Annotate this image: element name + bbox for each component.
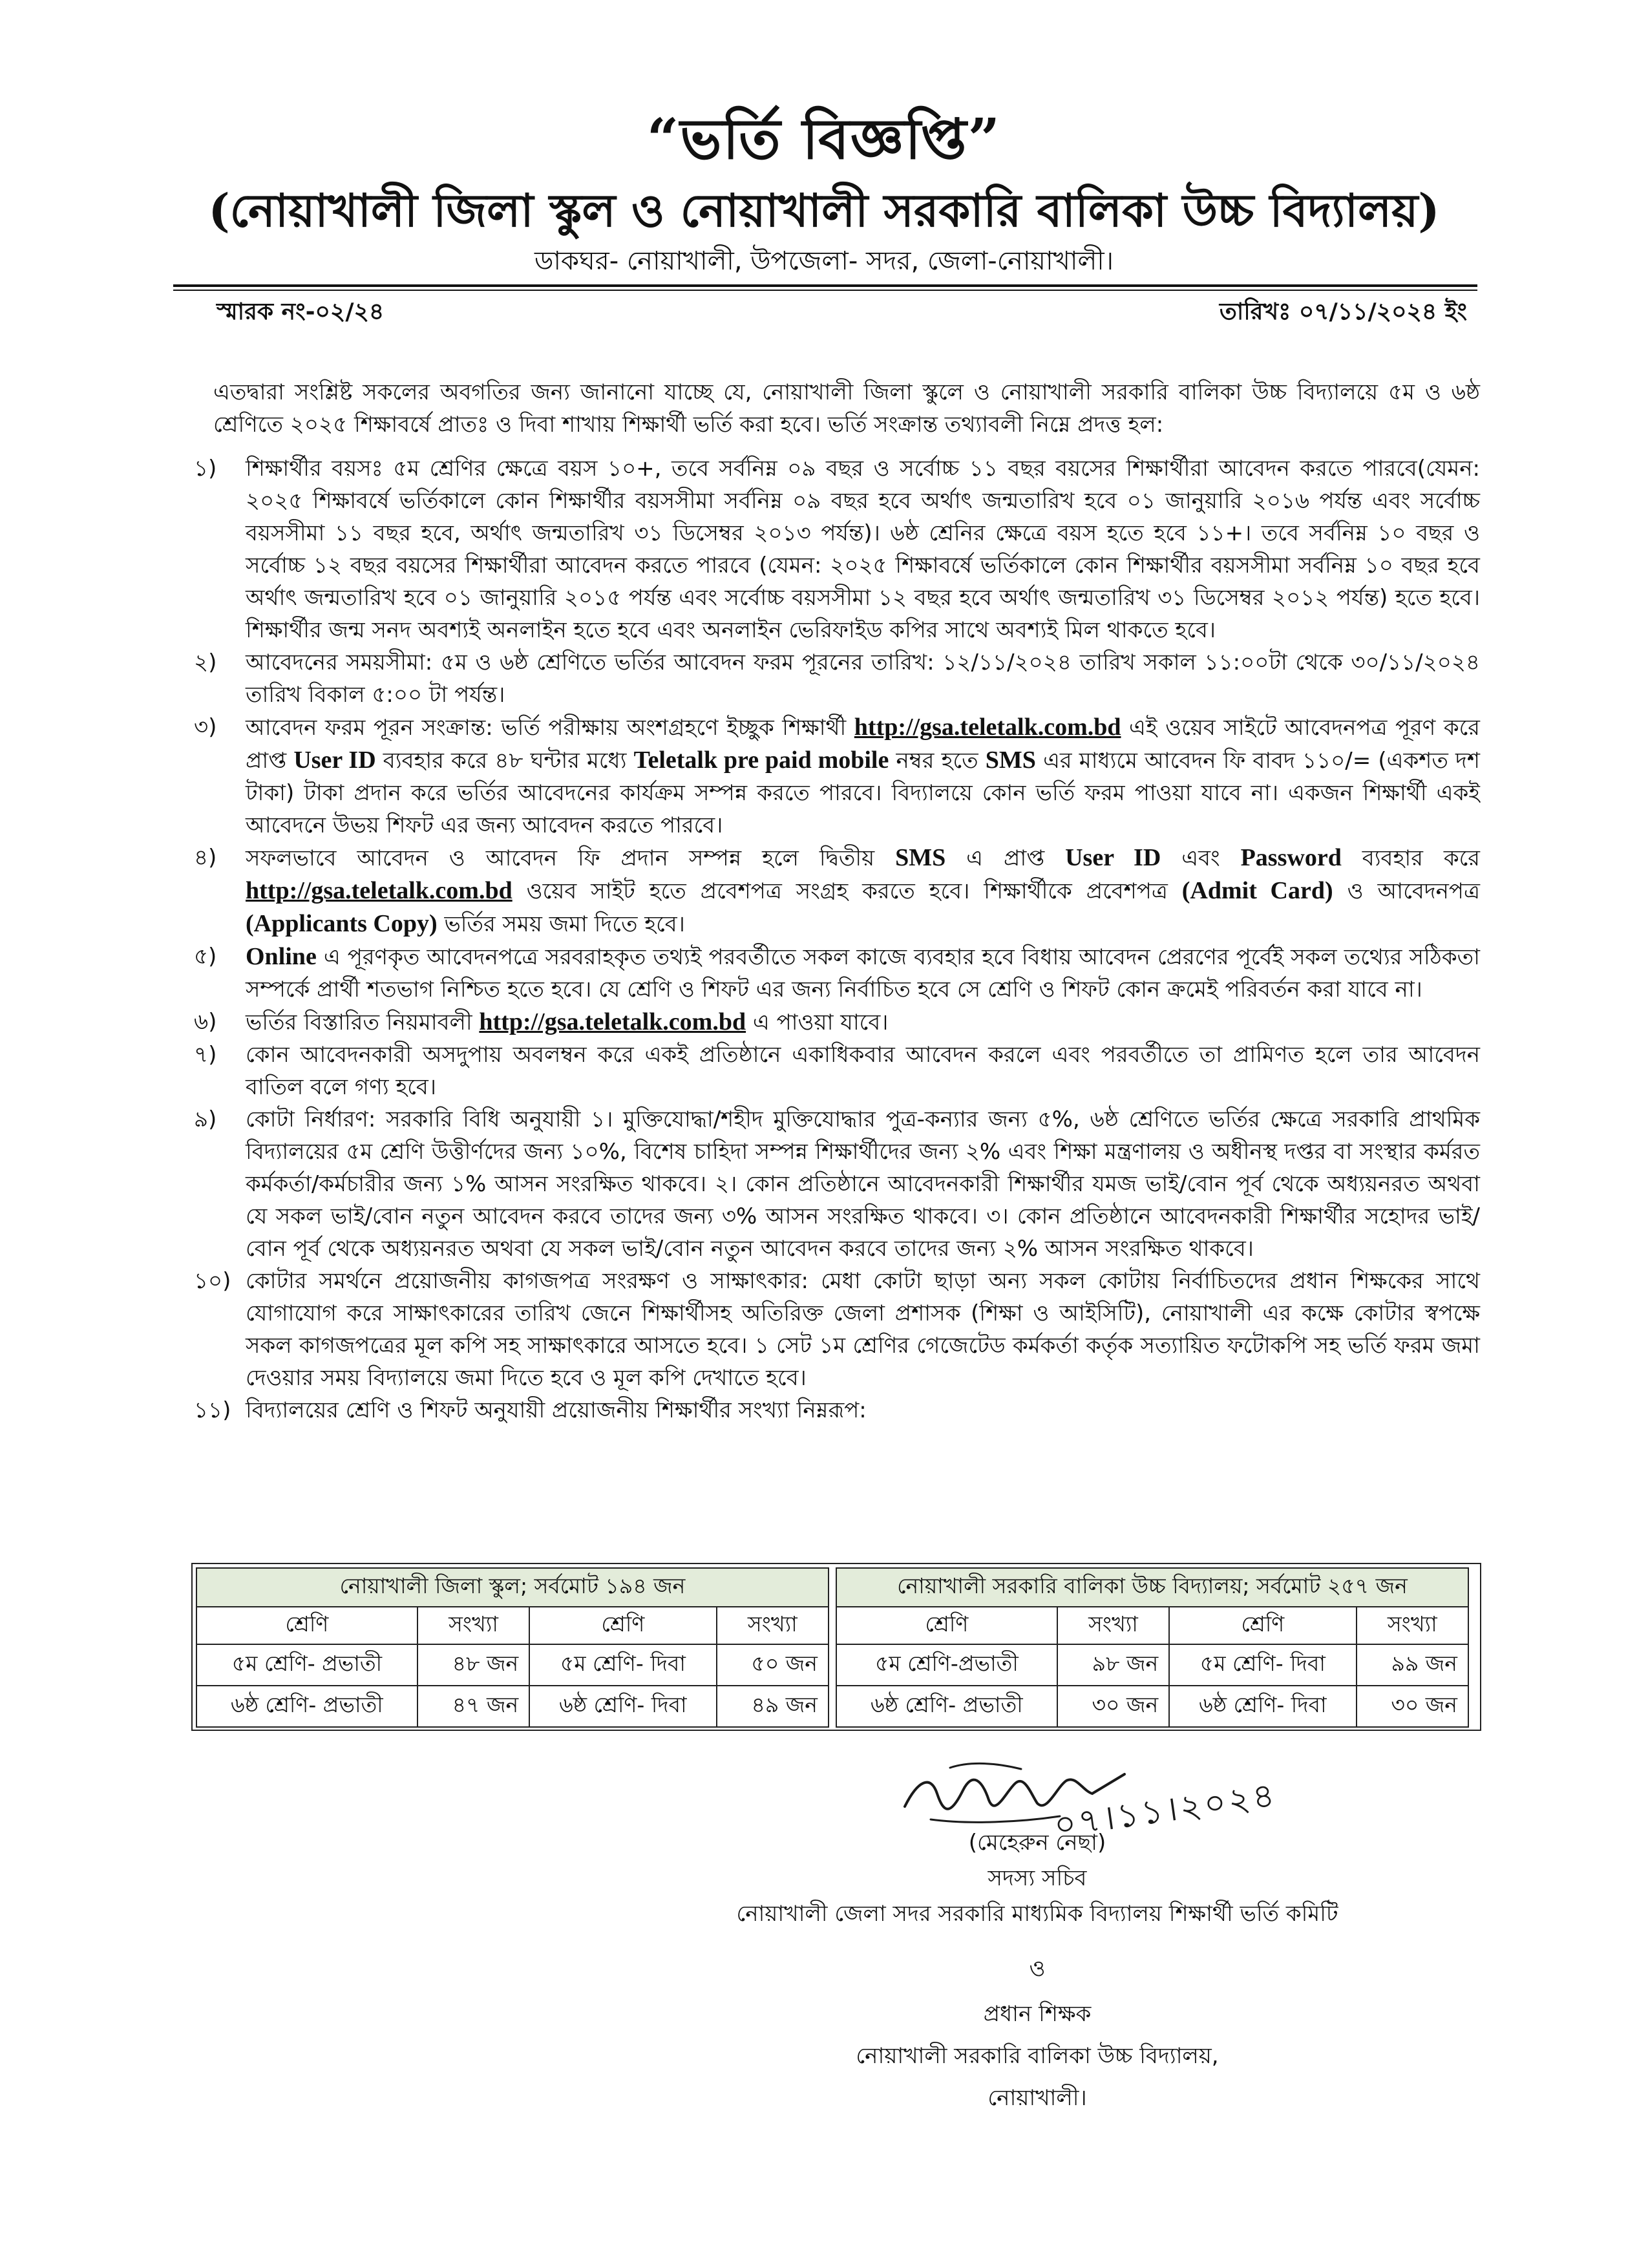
clause-text bbox=[246, 711, 1480, 842]
head-teacher-school: নোয়াখালী সরকারি বালিকা উচ্চ বিদ্যালয়, bbox=[856, 2043, 1219, 2069]
notice-title: “ভর্তি বিজ্ঞপ্তি” bbox=[646, 107, 1002, 172]
clause-text: কোটার সমর্থনে প্রয়োজনীয় কাগজপত্র সংরক্ষণ ও সাক্ষাৎকার: মেধা কোটা ছাড়া অন্য সকল কোটায় নির্বাচিতদের প্রধান শিক্ষকের সাথে যোগাযোগ করে সাক্ষাৎকারের তারিখ জেনে শিক্ষার্থীসহ অতিরিক্ত জেলা প্রশাসক (শিক্ষা ও আইসিটি), নোয়াখালী এর কক্ষে কোটার স্বপক্ষে সকল কাগজপত্রের মূল কপি সহ সাক্ষাৎকারে আসতে হবে। ১ সেট ১ম শ্রেণির গেজেটেড কর্মকর্তা কর্তৃক সত্যায়িত ফটোকপি সহ ভর্তি ফরম জমা দেওয়ার সময় বিদ্যালয়ে জমা দিতে হবে ও মূল কপি দেখাতে হবে। bbox=[246, 1268, 1480, 1391]
clause-text bbox=[246, 1006, 1480, 1039]
sms-term: SMS bbox=[985, 747, 1036, 774]
handwritten-date: ০৭।১১।২০২৪ bbox=[1051, 1775, 1280, 1845]
table-cell: ৩০ জন bbox=[1057, 1686, 1169, 1727]
text-run: এ পাওয়া যাবে। bbox=[746, 1010, 889, 1035]
applicants-copy-term: (Applicants Copy) bbox=[246, 910, 438, 937]
clause-number: ৫) bbox=[194, 944, 217, 970]
table-cell: ৩০ জন bbox=[1357, 1686, 1468, 1727]
clause-5 bbox=[194, 940, 1480, 1006]
text-run: ওয়েব সাইট হতে প্রবেশপত্র সংগ্রহ করতে হবে। শিক্ষার্থীকে প্রবেশপত্র bbox=[512, 878, 1182, 904]
head-teacher-place: নোয়াখালী। bbox=[988, 2085, 1087, 2111]
table-row bbox=[836, 1686, 1468, 1727]
text-run: ভর্তির সময় জমা দিতে হবে। bbox=[437, 911, 685, 937]
conjunction: ও bbox=[1029, 1956, 1046, 1982]
online-term: Online bbox=[246, 943, 317, 970]
clause-text bbox=[246, 940, 1480, 1006]
table-row bbox=[196, 1686, 829, 1727]
table-cell: ৫ম শ্রেণি- দিবা bbox=[1169, 1644, 1356, 1686]
text-run: সফলভাবে আবেদন ও আবেদন ফি প্রদান সম্পন্ন হলে দ্বিতীয় bbox=[246, 845, 896, 871]
clause-number: ৯) bbox=[194, 1107, 217, 1132]
girls-school-seat-table bbox=[836, 1567, 1469, 1728]
clause-1 bbox=[194, 452, 1480, 646]
table-cell: ৬ষ্ঠ শ্রেণি- প্রভাতী bbox=[836, 1686, 1057, 1727]
clause-10 bbox=[194, 1265, 1480, 1394]
table-cell: ৪৭ জন bbox=[417, 1686, 529, 1727]
table-cell: ৫ম শ্রেণি- দিবা bbox=[529, 1644, 716, 1686]
text-run: ব্যবহার করে bbox=[1341, 845, 1481, 871]
text-run: এবং bbox=[1161, 845, 1241, 871]
text-run: নম্বর হতে bbox=[889, 748, 986, 774]
text-run: ভর্তির বিস্তারিত নিয়মাবলী bbox=[246, 1010, 480, 1035]
clause-number: ৭) bbox=[194, 1042, 217, 1068]
text-run: এর মাধ্যমে আবেদন ফি বাবদ ১১০/= (একশত দশ টাকা) টাকা প্রদান করে ভর্তির আবেদনের কার্যক্রম সম্পন্ন করতে পারবে। বিদ্যালয়ে কোন ভর্তি ফরম পাওয়া যাবে না। একজন শিক্ষার্থী একই আবেদনে উভয় শিফট এর জন্য আবেদন করতে পারবে। bbox=[246, 748, 1480, 838]
column-header: শ্রেণি bbox=[529, 1607, 716, 1644]
signatory-name: (মেহেরুন নেছা) bbox=[968, 1830, 1106, 1856]
header-divider bbox=[173, 284, 1477, 287]
text-run: আবেদন ফরম পূরন সংক্রান্ত: ভর্তি পরীক্ষায় অংশগ্রহণে ইচ্ছুক শিক্ষার্থী bbox=[246, 715, 854, 741]
clause-number: ৩) bbox=[194, 714, 217, 740]
notice-date: তারিখঃ ০৭/১১/২০২৪ ইং bbox=[1219, 299, 1467, 325]
memo-number: স্মারক নং-০২/২৪ bbox=[217, 299, 385, 325]
school-address: ডাকঘর- নোয়াখালী, উপজেলা- সদর, জেলা-নোয়াখালী। bbox=[534, 246, 1114, 276]
clause-number: ৪) bbox=[194, 845, 217, 871]
clause-6 bbox=[194, 1006, 1480, 1039]
table-row bbox=[836, 1644, 1468, 1686]
seat-tables bbox=[191, 1563, 1481, 1731]
table-cell: ৯৮ জন bbox=[1057, 1644, 1169, 1686]
column-header: সংখ্যা bbox=[1057, 1607, 1169, 1644]
text-run: ব্যবহার করে ৪৮ ঘন্টার মধ্যে bbox=[375, 748, 634, 774]
clause-text bbox=[246, 842, 1480, 940]
table-school-title: নোয়াখালী জিলা স্কুল; সর্বমোট ১৯৪ জন bbox=[196, 1568, 829, 1607]
clause-text: কোটা নির্ধারণ: সরকারি বিধি অনুযায়ী ১। মুক্তিযোদ্ধা/শহীদ মুক্তিযোদ্ধার পুত্র-কন্যার জন্য ৫%, ৬ষ্ঠ শ্রেণিতে ভর্তির ক্ষেত্রে সরকারি প্রাথমিক বিদ্যালয়ের ৫ম শ্রেণি উত্তীর্ণদের জন্য ১০%, বিশেষ চাহিদা সম্পন্ন শিক্ষার্থীদের জন্য ২% এবং শিক্ষা মন্ত্রণালয় ও অধীনস্থ দপ্তর বা সংস্থার কর্মরত কর্মকর্তা/কর্মচারীর জন্য ১% আসন সংরক্ষিত থাকবে। ২। কোন প্রতিষ্ঠানে আবেদনকারী শিক্ষার্থীর যমজ ভাই/বোন পূর্ব থেকে অধ্যয়নরত অথবা যে সকল ভাই/বোন নতুন আবেদন করবে তাদের জন্য ৩% আসন সংরক্ষিত থাকবে। ৩। কোন প্রতিষ্ঠানে আবেদনকারী শিক্ষার্থীর সহোদর ভাই/বোন পূর্ব থেকে অধ্যয়নরত অথবা যে সকল ভাই/বোন নতুন আবেদন করবে তাদের জন্য ২% আসন সংরক্ষিত থাকবে। bbox=[246, 1107, 1480, 1262]
text-run: ও আবেদনপত্র bbox=[1333, 878, 1480, 904]
clause-text: শিক্ষার্থীর বয়সঃ ৫ম শ্রেণির ক্ষেত্রে বয়স ১০+, তবে সর্বনিম্ন ০৯ বছর ও সর্বোচ্চ ১১ বছর বয়সের শিক্ষার্থীরা আবেদন করতে পারবে(যেমন: ২০২৫ শিক্ষাবর্ষে ভর্তিকালে কোন শিক্ষার্থীর বয়সসীমা সর্বনিম্ন ০৯ বছর হবে অর্থাৎ জন্মতারিখ হবে ০১ জানুয়ারি ২০১৬ পর্যন্ত এবং সর্বোচ্চ বয়সসীমা ১১ বছর হবে, অর্থাৎ জন্মতারিখ ৩১ ডিসেম্বর ২০১৩ পর্যন্ত)। ৬ষ্ঠ শ্রেনির ক্ষেত্রে বয়স হতে হবে ১১+। তবে সর্বনিম্ন ১০ বছর ও সর্বোচ্চ ১২ বছর বয়সের শিক্ষার্থীরা আবেদন করতে পারবে (যেমন: ২০২৫ শিক্ষাবর্ষে ভর্তিকালে কোন শিক্ষার্থীর বয়সসীমা সর্বনিম্ন ১০ বছর হবে অর্থাৎ জন্মতারিখ হবে ০১ জানুয়ারি ২০১৫ পর্যন্ত এবং সর্বোচ্চ বয়সসীমা ১২ বছর হবে অর্থাৎ জন্মতারিখ ৩১ ডিসেম্বর ২০১২ পর্যন্ত) হতে হবে। শিক্ষার্থীর জন্ম সনদ অবশ্যই অনলাইন হতে হবে এবং অনলাইন ভেরিফাইড কপির সাথে অবশ্যই মিল থাকতে হবে। bbox=[246, 456, 1480, 643]
website-link[interactable]: http://gsa.teletalk.com.bd bbox=[479, 1008, 746, 1035]
table-cell: ৬ষ্ঠ শ্রেণি- প্রভাতী bbox=[196, 1686, 417, 1727]
table-school-title: নোয়াখালী সরকারি বালিকা উচ্চ বিদ্যালয়; সর্বমোট ২৫৭ জন bbox=[836, 1568, 1468, 1607]
clause-text: আবেদনের সময়সীমা: ৫ম ও ৬ষ্ঠ শ্রেণিতে ভর্তির আবেদন ফরম পূরনের তারিখ: ১২/১১/২০২৪ তারিখ সকাল ১১:০০টা থেকে ৩০/১১/২০২৪ তারিখ বিকাল ৫:০০ টা পর্যন্ত। bbox=[246, 650, 1480, 708]
clause-2 bbox=[194, 646, 1480, 711]
text-run: এ পূরণকৃত আবেদনপত্রে সরবরাহকৃত তথ্যই পরবর্তীতে সকল কাজে ব্যবহার হবে বিধায় আবেদন প্রেরণের পূর্বেই সকল তথ্যের সঠিকতা সম্পর্কে প্রার্থী শতভাগ নিশ্চিত হতে হবে। যে শ্রেণি ও শিফট এর জন্য নির্বাচিত হবে সে শ্রেণি ও শিফট কোন ক্রমেই পরিবর্তন করা যাবে না। bbox=[246, 944, 1480, 1002]
user-id-term: User ID bbox=[293, 747, 376, 774]
sms-term: SMS bbox=[895, 844, 946, 871]
text-run: এই ওয়েব সাইটে আবেদনপত্র পূরণ করে প্রাপ্ত bbox=[246, 715, 1480, 774]
signatory-designation: সদস্য সচিব bbox=[988, 1865, 1087, 1891]
user-id-term: User ID bbox=[1065, 844, 1161, 871]
password-term: Password bbox=[1240, 844, 1342, 871]
clause-7 bbox=[194, 1039, 1480, 1103]
table-cell: ৯৯ জন bbox=[1357, 1644, 1468, 1686]
website-link[interactable]: http://gsa.teletalk.com.bd bbox=[246, 877, 512, 904]
clause-text: বিদ্যালয়ের শ্রেণি ও শিফট অনুযায়ী প্রয়োজনীয় শিক্ষার্থীর সংখ্যা নিম্নরূপ: bbox=[246, 1397, 867, 1423]
text-run: এ প্রাপ্ত bbox=[945, 845, 1066, 871]
clause-number: ১০) bbox=[194, 1268, 231, 1294]
clause-number: ৬) bbox=[194, 1009, 217, 1035]
table-cell: ৬ষ্ঠ শ্রেণি- দিবা bbox=[529, 1686, 716, 1727]
clause-list bbox=[194, 452, 1480, 1426]
clause-number: ১১) bbox=[194, 1397, 231, 1423]
clause-11 bbox=[194, 1394, 1480, 1426]
clause-3 bbox=[194, 711, 1480, 842]
table-cell: ৫০ জন bbox=[717, 1644, 829, 1686]
column-header: সংখ্যা bbox=[717, 1607, 829, 1644]
clause-number: ২) bbox=[194, 650, 217, 675]
table-cell: ৪৯ জন bbox=[717, 1686, 829, 1727]
committee-name: নোয়াখালী জেলা সদর সরকারি মাধ্যমিক বিদ্যালয় শিক্ষার্থী ভর্তি কমিটি bbox=[736, 1901, 1338, 1927]
table-cell: ৫ম শ্রেণি- প্রভাতী bbox=[196, 1644, 417, 1686]
column-header: শ্রেণি bbox=[836, 1607, 1057, 1644]
zilla-school-seat-table bbox=[196, 1567, 829, 1728]
table-row bbox=[196, 1644, 829, 1686]
head-teacher-title: প্রধান শিক্ষক bbox=[983, 2001, 1092, 2027]
column-header: শ্রেণি bbox=[196, 1607, 417, 1644]
table-cell: ৫ম শ্রেণি-প্রভাতী bbox=[836, 1644, 1057, 1686]
column-header: সংখ্যা bbox=[1357, 1607, 1468, 1644]
header-divider-thin bbox=[173, 290, 1477, 291]
clause-9 bbox=[194, 1103, 1480, 1265]
column-header: সংখ্যা bbox=[417, 1607, 529, 1644]
column-header: শ্রেণি bbox=[1169, 1607, 1356, 1644]
table-cell: ৬ষ্ঠ শ্রেণি- দিবা bbox=[1169, 1686, 1356, 1727]
admit-card-term: (Admit Card) bbox=[1181, 877, 1333, 904]
website-link[interactable]: http://gsa.teletalk.com.bd bbox=[854, 714, 1121, 741]
intro-paragraph: এতদ্বারা সংশ্লিষ্ট সকলের অবগতির জন্য জানানো যাচ্ছে যে, নোয়াখালী জিলা স্কুলে ও নোয়াখালী সরকারি বালিকা উচ্চ বিদ্যালয়ে ৫ম ও ৬ষ্ঠ শ্রেণিতে ২০২৫ শিক্ষাবর্ষে প্রাতঃ ও দিবা শাখায় শিক্ষার্থী ভর্তি করা হবে। ভর্তি সংক্রান্ত তথ্যাবলী নিম্নে প্রদত্ত হল: bbox=[213, 379, 1480, 438]
clause-4 bbox=[194, 842, 1480, 940]
teletalk-term: Teletalk pre paid mobile bbox=[633, 747, 889, 774]
notice-subtitle: (নোয়াখালী জিলা স্কুল ও নোয়াখালী সরকারি বালিকা উচ্চ বিদ্যালয়) bbox=[208, 184, 1440, 237]
table-cell: ৪৮ জন bbox=[417, 1644, 529, 1686]
clause-text: কোন আবেদনকারী অসদুপায় অবলম্বন করে একই প্রতিষ্ঠানে একাধিকবার আবেদন করলে এবং পরবর্তীতে তা প্রামিণত হলে তার আবেদন বাতিল বলে গণ্য হবে। bbox=[246, 1042, 1480, 1100]
clause-number: ১) bbox=[194, 456, 217, 482]
